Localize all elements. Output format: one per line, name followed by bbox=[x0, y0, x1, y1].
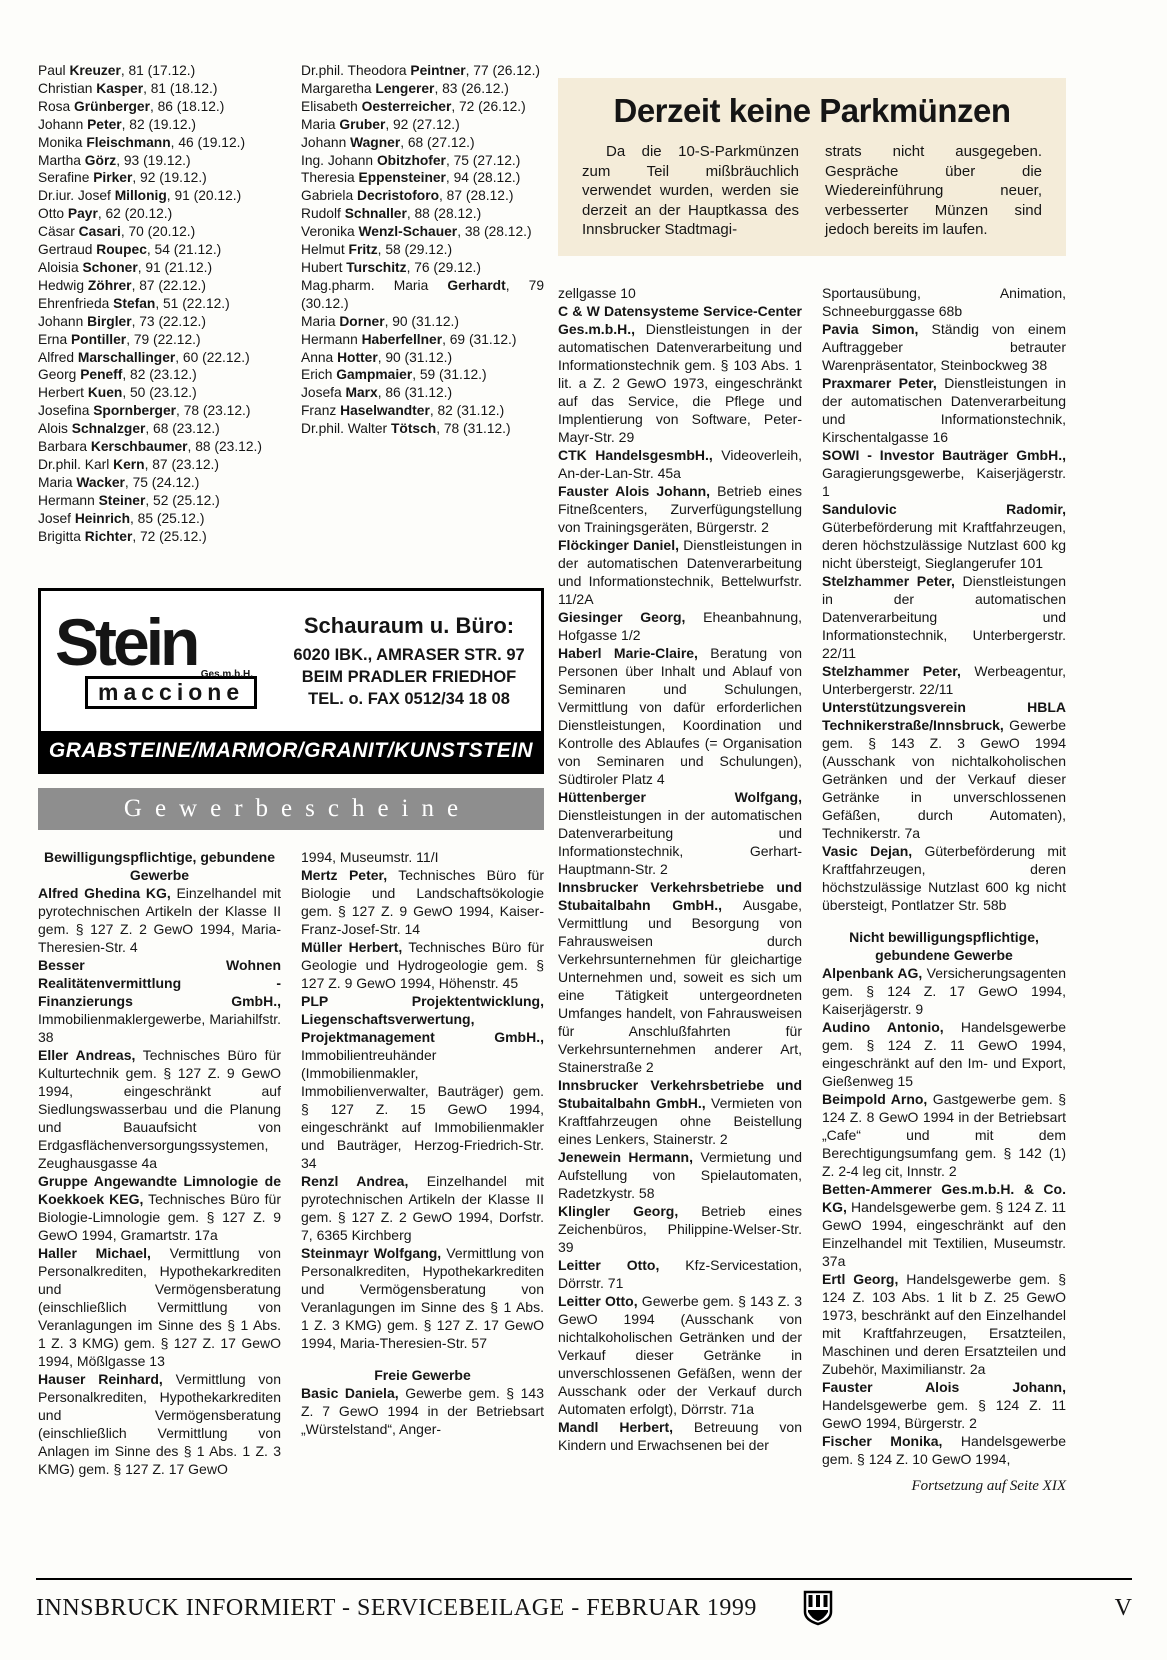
listing-entry: SOWI - Investor Bauträger GmbH., Garagierungsgewerbe, Kaiserjägerstr. 1 bbox=[822, 447, 1066, 499]
death-entry: Martha Görz, 93 (19.12.) bbox=[38, 152, 191, 168]
death-entry: Helmut Fritz, 58 (29.12.) bbox=[301, 242, 453, 258]
death-entry: Veronika Wenzl-Schauer, 38 (28.12.) bbox=[301, 224, 532, 240]
listing-entry: Haller Michael, Vermittlung von Personalkrediten, Hypothekarkrediten und Vermögensberatung (einschließlich Vermittlung von Veranlagungen im Sinne des § 1 Abs. 1 Z. 3 KMG) gem. § 127 Z. 17 GewO 1994, Mößlgasse 13 bbox=[38, 1245, 281, 1369]
listing-entry: PLP Projektentwicklung, Liegenschaftsverwertung, Projektmanagement GmbH., Immobilientreuhänder (Immobilienmakler, Immobilienverwalter, Bauträger) gem. § 127 Z. 15 GewO 1994, eingeschränkt auf Immobilienmakler und Bauträger, Herzog-Friedrich-Str. 34 bbox=[301, 993, 544, 1171]
ad-address-block bbox=[291, 613, 527, 710]
death-entry: Maria Wacker, 75 (24.12.) bbox=[38, 474, 200, 490]
death-entry: Gertraud Roupec, 54 (21.12.) bbox=[38, 242, 222, 258]
listing-continuation-text: zellgasse 10 bbox=[558, 285, 636, 301]
death-entry: Dr.phil. Theodora Peintner, 77 (26.12.) bbox=[301, 63, 541, 78]
death-entry: Alois Schnalzger, 68 (23.12.) bbox=[38, 421, 220, 437]
death-entry: Alfred Marschallinger, 60 (22.12.) bbox=[38, 349, 250, 365]
death-entry: Ehrenfrieda Stefan, 51 (22.12.) bbox=[38, 295, 230, 311]
listing-entry: Mertz Peter, Technisches Büro für Biologie und Landschaftsökologie gem. § 127 Z. 9 GewO 1994, Kaiser-Franz-Josef-Str. 14 bbox=[301, 867, 544, 937]
death-entry: Johann Wagner, 68 (27.12.) bbox=[301, 134, 475, 150]
listing-entry: Hüttenberger Wolfgang, Dienstleistungen in der automatischen Datenverarbeitung und Informationstechnik, Gerhart-Hauptmann-Str. 2 bbox=[558, 789, 802, 877]
park-notice-text-col1: Da die 10-S-Parkmünzen zum Teil mißbräuchlich verwendet wurden, werden sie derzeit an der Hauptkassa des Innsbrucker Stadtmagi- bbox=[582, 143, 799, 238]
continuation-note: Fortsetzung auf Seite XIX bbox=[911, 1478, 1066, 1494]
listing-entry: Eller Andreas, Technisches Büro für Kulturtechnik gem. § 127 Z. 9 GewO 1994, eingeschränkt auf Siedlungswasserbau und die Planung und Bauaufsicht von Erdgasflächenversorgungssystemen, Zeughausgasse 4a bbox=[38, 1047, 281, 1171]
park-notice-text-col2: strats nicht ausgegeben. Gespräche über die Wiedereinführung neuer, verbesserter Münzen sind jedoch bereits im laufen. bbox=[825, 143, 1042, 238]
listing-entry: Stelzhammer Peter, Dienstleistungen in der automatischen Datenverarbeitung und Informationstechnik, Unterbergerstr. 22/11 bbox=[822, 573, 1066, 661]
death-entry: Elisabeth Oesterreicher, 72 (26.12.) bbox=[301, 98, 526, 114]
listing-entry: C & W Datensysteme Service-Center Ges.m.b.H., Dienstleistungen in der automatischen Datenverarbeitung und Informationstechnik gem. § 103 Abs. 1 lit. a Z. 2 GewO 1973, eingeschränkt auf das Service, die Pflege und Implentierung von Software, Peter-Mayr-Str. 29 bbox=[558, 303, 802, 445]
death-entry: Margaretha Lengerer, 83 (26.12.) bbox=[301, 80, 509, 96]
death-entry: Dr.phil. Walter Tötsch, 78 (31.12.) bbox=[301, 421, 511, 437]
listing-entry: CTK HandelsgesmbH., Videoverleih, An-der-Lan-Str. 45a bbox=[558, 447, 802, 481]
stein-maccione-logo bbox=[55, 604, 283, 709]
listing-continuation-text: Sportausübung, Animation, Schneeburggasse 68b bbox=[822, 285, 1066, 319]
logo-stein-text: Stein bbox=[55, 604, 197, 679]
listing-continuation-text: 1994, Museumstr. 11/I bbox=[301, 849, 439, 865]
page-number: V bbox=[1114, 1594, 1132, 1621]
listing-entry: Beimpold Arno, Gastgewerbe gem. § 124 Z. 8 GewO 1994 in der Betriebsart „Cafe“ und mit dem Berechtigungsumfang gem. § 142 (1) Z. 2-4 leg cit, Innstr. 2 bbox=[822, 1091, 1066, 1179]
listing-entry: Fauster Alois Johann, Handelsgewerbe gem. § 124 Z. 11 GewO 1994, Bürgerstr. 2 bbox=[822, 1379, 1066, 1431]
listing-entry: Fischer Monika, Handelsgewerbe gem. § 124 Z. 10 GewO 1994, bbox=[822, 1433, 1066, 1467]
death-entry: Rudolf Schnaller, 88 (28.12.) bbox=[301, 206, 482, 222]
listing-entry: Pavia Simon, Ständig von einem Auftraggeber betrauter Warenpräsentator, Steinbockweg 38 bbox=[822, 321, 1066, 373]
death-entry: Theresia Eppensteiner, 94 (28.12.) bbox=[301, 170, 521, 186]
logo-gmbh-text: Ges.m.b.H. bbox=[200, 668, 253, 680]
death-entry: Erna Pontiller, 79 (22.12.) bbox=[38, 331, 201, 347]
park-notice-box bbox=[558, 78, 1066, 256]
listing-entry: Steinmayr Wolfgang, Vermittlung von Personalkrediten, Hypothekarkrediten und Vermögensberatung von Veranlagungen im Sinne des § 1 Abs. 1 Z. 3 KMG) gem. § 127 Z. 17 GewO 1994, Maria-Theresien-Str. 57 bbox=[301, 1245, 544, 1351]
listing-entry: Gruppe Angewandte Limnologie de Koekkoek KEG, Technisches Büro für Biologie-Limnologie gem. § 127 Z. 9 GewO 1994, Gramartstr. 17a bbox=[38, 1173, 281, 1243]
death-entry: Mag.pharm. Maria Gerhardt, 79 (30.12.) bbox=[301, 277, 544, 311]
listing-entry: Innsbrucker Verkehrsbetriebe und Stubaitalbahn GmbH., Ausgabe, Vermittlung und Besorgung von Fahrausweisen durch Verkehrsunternehmen für gleichartige Unternehmen und, soweit es sich um eine Tätigkeit untergeordneten Umfanges handelt, von Fahrausweisen für Anschlußfahrten für Verkehrsunternehmen anderer Art, Stainerstraße 2 bbox=[558, 879, 802, 1075]
death-entry: Otto Payr, 62 (20.12.) bbox=[38, 206, 173, 222]
death-entry: Josef Heinrich, 85 (25.12.) bbox=[38, 510, 205, 526]
stein-maccione-ad bbox=[38, 588, 544, 774]
death-entry: Brigitta Richter, 72 (25.12.) bbox=[38, 528, 207, 544]
ad-phone-line: TEL. o. FAX 0512/34 18 08 bbox=[308, 689, 510, 708]
listing-entry: Renzl Andrea, Einzelhandel mit pyrotechnischen Artikeln der Klasse II gem. § 127 Z. 2 GewO 1994, Dorfstr. 7, 6365 Kirchberg bbox=[301, 1173, 544, 1243]
ad-address-line: 6020 IBK., AMRASER STR. 97 bbox=[293, 645, 525, 664]
death-entry: Monika Fleischmann, 46 (19.12.) bbox=[38, 134, 246, 150]
listing-entry: Praxmarer Peter, Dienstleistungen in der automatischen Datenverarbeitung und Informationstechnik, Kirschentalgasse 16 bbox=[822, 375, 1066, 445]
listing-entry: Basic Daniela, Gewerbe gem. § 143 Z. 7 GewO 1994 in der Betriebsart „Würstelstand“, Anger- bbox=[301, 1385, 544, 1437]
death-entry: Dr.iur. Josef Millonig, 91 (20.12.) bbox=[38, 188, 242, 204]
death-entry: Josefina Spornberger, 78 (23.12.) bbox=[38, 403, 251, 419]
listings-left-section bbox=[38, 848, 544, 1506]
listing-entry: Leitter Otto, Gewerbe gem. § 143 Z. 3 GewO 1994 (Ausschank von nichtalkoholischen Getränken und der Verkauf dieser Getränke in unverschlossenen Gefäßen, wenn der Ausschank oder der Verkauf durch Automaten erfolgt), Dörrstr. 71a bbox=[558, 1293, 802, 1417]
listing-entry: Jenewein Hermann, Vermietung und Aufstellung von Spielautomaten, Radetzkystr. 58 bbox=[558, 1149, 802, 1201]
death-entry: Maria Gruber, 92 (27.12.) bbox=[301, 116, 460, 132]
death-entry: Aloisia Schoner, 91 (21.12.) bbox=[38, 259, 213, 275]
listing-group-header: Nicht bewilligungspflichtige, gebundene Gewerbe bbox=[849, 929, 1039, 963]
listing-entry: Vasic Dejan, Güterbeförderung mit Kraftfahrzeugen, deren höchstzulässige Nutzlast 600 kg nicht übersteigt, Pontlatzer Str. 58b bbox=[822, 843, 1066, 913]
ad-showroom-label: Schauraum u. Büro: bbox=[303, 612, 515, 638]
page-footer bbox=[36, 1590, 1132, 1626]
death-entry: Hubert Turschitz, 76 (29.12.) bbox=[301, 259, 481, 275]
listing-entry: Fauster Alois Johann, Betrieb eines Fitneßcenters, Zurverfügungstellung von Trainingsgeräten, Bürgerstr. 2 bbox=[558, 483, 802, 535]
logo-maccione-text: maccione bbox=[85, 676, 257, 709]
death-entry: Josefa Marx, 86 (31.12.) bbox=[301, 385, 453, 401]
death-entry: Erich Gampmaier, 59 (31.12.) bbox=[301, 367, 487, 383]
ad-content bbox=[41, 591, 541, 731]
deaths-column-1 bbox=[38, 62, 281, 566]
death-entry: Herbert Kuen, 50 (23.12.) bbox=[38, 385, 197, 401]
listing-entry: Mandl Herbert, Betreuung von Kindern und Erwachsenen bei der bbox=[558, 1419, 802, 1453]
death-entry: Johann Birgler, 73 (22.12.) bbox=[38, 313, 206, 329]
deaths-column-2 bbox=[301, 62, 544, 566]
death-entry: Paul Kreuzer, 81 (17.12.) bbox=[38, 63, 196, 78]
listing-entry: Hauser Reinhard, Vermittlung von Personalkrediten, Hypothekarkrediten und Vermögensberatung (einschließlich Vermittlung von Anlagen im Sinne des § 1 Abs. 1 Z. 3 KMG) gem. § 127 Z. 17 GewO bbox=[38, 1371, 281, 1477]
park-notice-body bbox=[582, 142, 1042, 240]
footer-title: INNSBRUCK INFORMIERT - SERVICEBEILAGE - FEBRUAR 1999 bbox=[36, 1594, 757, 1621]
listing-entry: Giesinger Georg, Eheanbahnung, Hofgasse 1/2 bbox=[558, 609, 802, 643]
death-entry: Gabriela Decristoforo, 87 (28.12.) bbox=[301, 188, 514, 204]
death-entry: Serafine Pirker, 92 (19.12.) bbox=[38, 170, 207, 186]
listing-entry: Besser Wohnen Realitätenvermittlung - Finanzierungs GmbH., Immobilienmaklergewerbe, Mariahilfstr. 38 bbox=[38, 957, 281, 1045]
ad-banner: GRABSTEINE/MARMOR/GRANIT/KUNSTSTEIN bbox=[41, 731, 541, 771]
death-entry: Hedwig Zöhrer, 87 (22.12.) bbox=[38, 277, 206, 293]
listing-entry: Alfred Ghedina KG, Einzelhandel mit pyrotechnischen Artikeln der Klasse II gem. § 127 Z. 2 GewO 1994, Maria-Theresien-Str. 4 bbox=[38, 885, 281, 955]
listing-entry: Alpenbank AG, Versicherungsagenten gem. § 124 Z. 17 GewO 1994, Kaiserjägerstr. 9 bbox=[822, 965, 1066, 1017]
death-entry: Georg Peneff, 82 (23.12.) bbox=[38, 367, 197, 383]
death-entry: Maria Dorner, 90 (31.12.) bbox=[301, 313, 459, 329]
deaths-section bbox=[38, 62, 544, 566]
death-entry: Cäsar Casari, 70 (20.12.) bbox=[38, 224, 196, 240]
listings-right-column-2 bbox=[822, 284, 1066, 1498]
ad-address-line: BEIM PRADLER FRIEDHOF bbox=[301, 667, 517, 686]
listing-entry: Stelzhammer Peter, Werbeagentur, Unterbergerstr. 22/11 bbox=[822, 663, 1066, 697]
park-notice-title: Derzeit keine Parkmünzen bbox=[613, 92, 1011, 129]
death-entry: Barbara Kerschbaumer, 88 (23.12.) bbox=[38, 439, 262, 455]
listings-left-column-2 bbox=[301, 848, 544, 1506]
gewerbescheine-section-header: Gewerbescheine bbox=[38, 788, 544, 830]
listing-entry: Müller Herbert, Technisches Büro für Geologie und Hydrogeologie gem. § 127 Z. 9 GewO 1994, Höhenstr. 45 bbox=[301, 939, 544, 991]
listing-entry: Sandulovic Radomir, Güterbeförderung mit Kraftfahrzeugen, deren höchstzulässige Nutzlast 600 kg nicht übersteigt, Sieglangerufer 101 bbox=[822, 501, 1066, 571]
listing-entry: Flöckinger Daniel, Dienstleistungen in der automatischen Datenverarbeitung und Informationstechnik, Bettelwurfstr. 11/2A bbox=[558, 537, 802, 607]
listing-entry: Leitter Otto, Kfz-Servicestation, Dörrstr. 71 bbox=[558, 1257, 802, 1291]
innsbruck-coat-of-arms-icon bbox=[803, 1590, 833, 1626]
listings-right-column-1 bbox=[558, 284, 802, 1498]
listing-entry: Unterstützungsverein HBLA Technikerstraße/Innsbruck, Gewerbe gem. § 143 Z. 3 GewO 1994 (Ausschank von nichtalkoholischen Getränken und der Verkauf dieser Getränke in unverschlossenen Gefäßen, durch Automaten), Technikerstr. 7a bbox=[822, 699, 1066, 841]
listing-entry: Ertl Georg, Handelsgewerbe gem. § 124 Z. 103 Abs. 1 lit b Z. 25 GewO 1973, beschränkt auf den Einzelhandel mit Kraftfahrzeugen, Ersatzteilen, Maschinen und deren Ersatzteilen und Zubehör, Maximilianstr. 2a bbox=[822, 1271, 1066, 1377]
death-entry: Johann Peter, 82 (19.12.) bbox=[38, 116, 197, 132]
death-entry: Rosa Grünberger, 86 (18.12.) bbox=[38, 98, 225, 114]
listing-entry: Audino Antonio, Handelsgewerbe gem. § 124 Z. 11 GewO 1994, eingeschränkt auf den Im- und Export, Gießenweg 15 bbox=[822, 1019, 1066, 1089]
listing-entry: Klingler Georg, Betrieb eines Zeichenbüros, Philippine-Welser-Str. 39 bbox=[558, 1203, 802, 1255]
death-entry: Ing. Johann Obitzhofer, 75 (27.12.) bbox=[301, 152, 521, 168]
listing-group-header: Bewilligungspflichtige, gebundene Gewerbe bbox=[43, 849, 275, 883]
listings-right-section bbox=[558, 284, 1066, 1498]
death-entry: Dr.phil. Karl Kern, 87 (23.12.) bbox=[38, 456, 219, 472]
footer-rule bbox=[36, 1578, 1132, 1580]
death-entry: Hermann Haberfellner, 69 (31.12.) bbox=[301, 331, 517, 347]
listings-left-column-1 bbox=[38, 848, 281, 1506]
death-entry: Hermann Steiner, 52 (25.12.) bbox=[38, 492, 220, 508]
listing-entry: Innsbrucker Verkehrsbetriebe und Stubaitalbahn GmbH., Vermieten von Kraftfahrzeugen ohne Beistellung eines Lenkers, Stainerstr. 2 bbox=[558, 1077, 802, 1147]
listing-group-header: Freie Gewerbe bbox=[374, 1367, 471, 1383]
listing-entry: Betten-Ammerer Ges.m.b.H. & Co. KG, Handelsgewerbe gem. § 124 Z. 11 GewO 1994, eingeschränkt auf den Einzelhandel mit Textilien, Museumstr. 37a bbox=[822, 1181, 1066, 1269]
death-entry: Anna Hotter, 90 (31.12.) bbox=[301, 349, 453, 365]
death-entry: Franz Haselwandter, 82 (31.12.) bbox=[301, 403, 505, 419]
listing-entry: Haberl Marie-Claire, Beratung von Personen über Inhalt und Ablauf von Seminaren und Schulungen, Vermittlung von dafür erforderlichen Dienstleistungen, Koordination und Kontrolle des Ablaufes (= Organisation von Seminaren und Schulungen), Südtiroler Platz 4 bbox=[558, 645, 802, 787]
death-entry: Christian Kasper, 81 (18.12.) bbox=[38, 80, 218, 96]
